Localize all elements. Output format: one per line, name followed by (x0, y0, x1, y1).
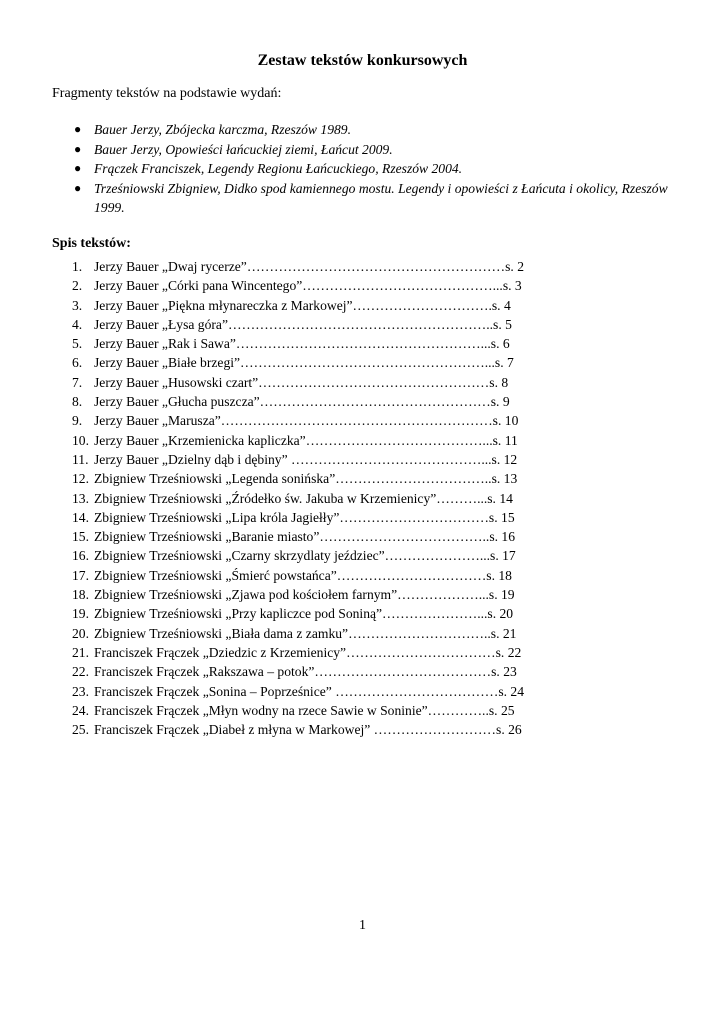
toc-entry: 11. Jerzy Bauer „Dzielny dąb i dębiny” ……………………………………...s. 12 (72, 451, 518, 467)
toc-entry: 15. Zbigniew Trześniowski „Baranie miasto”………………………………..s. 16 (72, 529, 515, 545)
toc-entry: 25. Franciszek Frączek „Diabeł z młyna w Markowej” ………………………s. 26 (72, 722, 522, 738)
toc-entry: 7. Jerzy Bauer „Husowski czart”……………………………………………s. 8 (72, 374, 509, 390)
source-item: ● Bauer Jerzy, Opowieści łańcuckiej ziemi, Łańcut 2009. (52, 140, 672, 160)
source-item: ● Bauer Jerzy, Zbójecka karczma, Rzeszów 1989. (52, 120, 672, 140)
toc-entry: 13. Zbigniew Trześniowski „Źródełko św. Jakuba w Krzemienicy”………...s. 14 (72, 490, 513, 506)
toc-entry: 20. Zbigniew Trześniowski „Biała dama z zamku”…………………………..s. 21 (72, 625, 517, 641)
toc-heading: Spis tekstów: (52, 236, 131, 251)
toc-entry: 18. Zbigniew Trześniowski „Zjawa pod kościołem farnym”………………...s. 19 (72, 587, 515, 603)
toc-entry: 12. Zbigniew Trześniowski „Legenda sonińska”……………………………..s. 13 (72, 471, 518, 487)
toc-entry: 3. Jerzy Bauer „Piękna młynareczka z Markowej”………………………….s. 4 (72, 297, 511, 313)
bullet-icon: ● (74, 180, 82, 195)
source-item: ● Frączek Franciszek, Legendy Regionu Łańcuckiego, Rzeszów 2004. (52, 159, 672, 179)
toc-entry: 21. Franciszek Frączek „Dziedzic z Krzemienicy”……………………………s. 22 (72, 644, 522, 660)
bullet-icon: ● (74, 122, 82, 136)
table-of-contents (72, 257, 592, 739)
document-title: Zestaw tekstów konkursowych (257, 52, 468, 69)
toc-entry: 10. Jerzy Bauer „Krzemienicka kapliczka”…………………………………...s. 11 (72, 432, 518, 448)
toc-entry: 22. Franciszek Frączek „Rakszawa – potok”…………………………………s. 23 (72, 664, 517, 680)
toc-entry: 4. Jerzy Bauer „Łysa góra”…………………………………………………..s. 5 (72, 316, 512, 332)
toc-entry: 17. Zbigniew Trześniowski „Śmierć powstańca”……………………………s. 18 (72, 567, 512, 583)
bullet-icon: ● (74, 161, 82, 175)
toc-entry: 24. Franciszek Frączek „Młyn wodny na rzece Sawie w Soninie”…………..s. 25 (72, 702, 515, 718)
toc-entry: 1. Jerzy Bauer „Dwaj rycerze”…………………………………………………s. 2 (72, 259, 524, 274)
intro-text: Fragmenty tekstów na podstawie wydań: (52, 86, 282, 101)
toc-entry: 9. Jerzy Bauer „Marusza”……………………………………………………s. 10 (72, 413, 519, 429)
page-number: 1 (359, 918, 366, 933)
toc-entry: 16. Zbigniew Trześniowski „Czarny skrzydlaty jeździec”…………………...s. 17 (72, 548, 516, 564)
toc-entry: 23. Franciszek Frączek „Sonina – Poprześnice” ………………………………s. 24 (72, 683, 525, 699)
toc-entry: 6. Jerzy Bauer „Białe brzegi”………………………………………………...s. 7 (72, 355, 514, 371)
toc-entry: 2. Jerzy Bauer „Córki pana Wincentego”……………………………………...s. 3 (72, 278, 522, 294)
bullet-icon: ● (74, 141, 82, 156)
toc-entry: 5. Jerzy Bauer „Rak i Sawa”………………………………………………...s. 6 (72, 336, 510, 352)
sources-list (52, 120, 672, 218)
toc-entry: 14. Zbigniew Trześniowski „Lipa króla Jagiełły”……………………………s. 15 (72, 509, 515, 525)
toc-entry: 19. Zbigniew Trześniowski „Przy kapliczce pod Soniną”…………………...s. 20 (72, 606, 514, 622)
source-item: ● Trześniowski Zbigniew, Didko spod kamiennego mostu. Legendy i opowieści z Łańcuta i okolicy, Rzeszów 1999. (74, 180, 668, 215)
toc-entry: 8. Jerzy Bauer „Głucha puszcza”……………………………………………s. 9 (72, 394, 510, 410)
